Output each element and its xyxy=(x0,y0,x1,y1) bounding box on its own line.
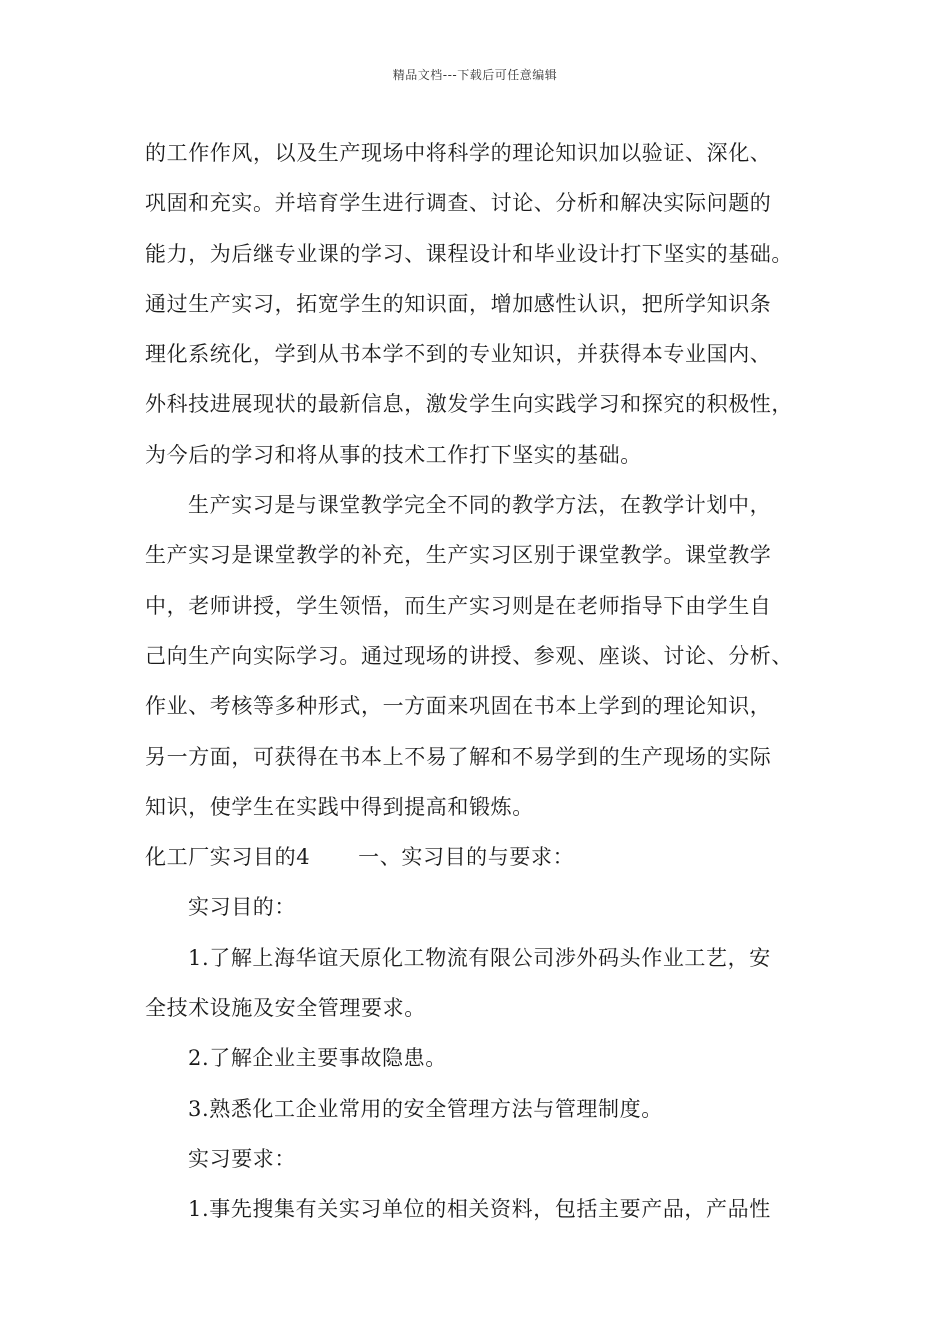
text-line: 知识，使学生在实践中得到提高和锻炼。 xyxy=(145,794,534,819)
text-line: 生产实习是与课堂教学完全不同的教学方法，在教学计划中， xyxy=(188,493,772,518)
text-line: 能力，为后继专业课的学习、课程设计和毕业设计打下坚实的基础。 xyxy=(145,241,793,266)
text-line: 生产实习是课堂教学的补充，生产实习区别于课堂教学。课堂教学 xyxy=(145,543,772,568)
text-line: 实习目的： xyxy=(188,895,296,920)
paragraph-block-1 xyxy=(145,128,835,832)
text-line: 1.事先搜集有关实习单位的相关资料，包括主要产品，产品性 xyxy=(188,1197,771,1222)
text-line: 实习要求： xyxy=(188,1146,296,1171)
text-line: 通过生产实习，拓宽学生的知识面，增加感性认识，把所学知识条 xyxy=(145,291,772,316)
text-line: 3.熟悉化工企业常用的安全管理方法与管理制度。 xyxy=(188,1096,663,1121)
text-line: 2.了解企业主要事故隐患。 xyxy=(188,1046,447,1071)
section-heading-title: 化工厂实习目的4 xyxy=(145,845,311,870)
text-line: 的工作作风，以及生产现场中将科学的理论知识加以验证、深化、 xyxy=(145,141,772,165)
text-line: 理化系统化，学到从书本学不到的专业知识，并获得本专业国内、 xyxy=(145,342,772,367)
page-header: 精品文档---下载后可任意编辑 xyxy=(392,68,558,82)
text-line: 全技术设施及安全管理要求。 xyxy=(145,996,426,1021)
section-heading xyxy=(145,832,835,882)
document-body xyxy=(145,128,835,1235)
text-line: 己向生产向实际学习。通过现场的讲授、参观、座谈、讨论、分析、 xyxy=(145,643,793,668)
section-heading-subtitle: 一、实习目的与要求： xyxy=(358,845,575,870)
text-line: 1.了解上海华谊天原化工物流有限公司涉外码头作业工艺，安 xyxy=(188,945,771,970)
text-line: 巩固和充实。并培育学生进行调查、讨论、分析和解决实际问题的 xyxy=(145,191,772,216)
text-line: 外科技进展现状的最新信息，激发学生向实践学习和探究的积极性， xyxy=(145,392,793,417)
text-line: 另一方面，可获得在书本上不易了解和不易学到的生产现场的实际 xyxy=(145,744,772,769)
paragraph-block-2 xyxy=(145,882,835,1234)
text-line: 作业、考核等多种形式，一方面来巩固在书本上学到的理论知识， xyxy=(145,694,772,719)
text-line: 中，老师讲授，学生领悟，而生产实习则是在老师指导下由学生自 xyxy=(145,593,772,618)
text-line: 为今后的学习和将从事的技术工作打下坚实的基础。 xyxy=(145,442,642,467)
